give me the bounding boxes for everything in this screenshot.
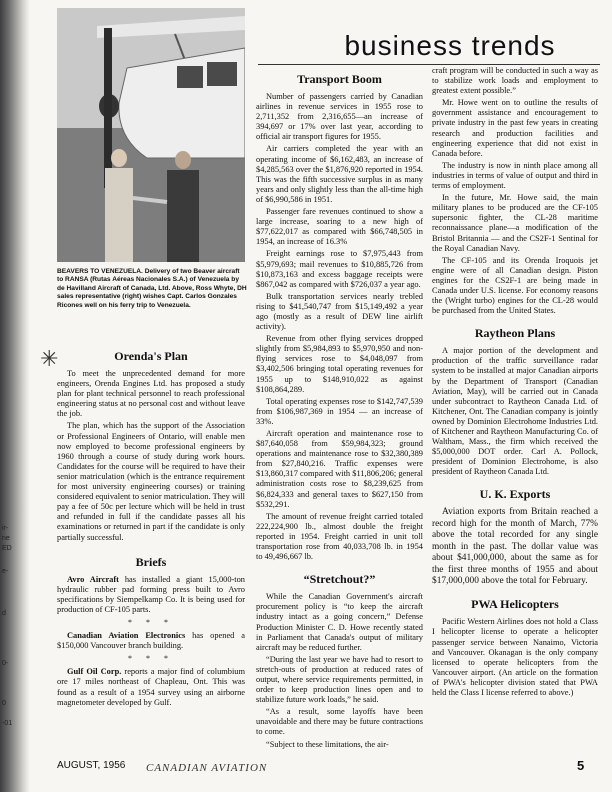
caption-text: Delivery of two Beaver aircraft to RANSA (Rutas Aéreas Nacionales S.A.) of Venezuela by de Havilland Aircraft of Canada, Ltd. Above, Ross Whyte, DH sales representative (right) wishes Capt. Carlos Gonzales Ricones well on his ferry trip to Venezuela. (57, 268, 247, 309)
paragraph: The CF-105 and its Orenda Iroquois jet engine were of all Canadian design. Piston engines for the CS2F-1 are being made in Canada under U.S. license. For economy reasons the (Wright turbo) engines for the CL-28 would be purchased from the United States. (432, 255, 598, 316)
beaver-aircraft-illustration (57, 8, 245, 262)
photo-caption (57, 268, 247, 310)
page-number: 5 (577, 758, 585, 773)
footer-date: AUGUST, 1956 (57, 760, 126, 771)
edge-mark: d (2, 610, 6, 617)
brief-lead: Gulf Oil Corp. (67, 667, 122, 677)
brief-item (57, 667, 245, 707)
briefs-heading: Briefs (135, 554, 167, 569)
handwritten-annotation: CANADIAN AVIATION (146, 762, 268, 774)
paragraph: “Subject to these limitations, the air- (266, 739, 389, 749)
pwa-heading: PWA Helicopters (471, 597, 559, 612)
brief-text: has installed a giant 15,000-ton hydraulic rubber pad forming press built to Avro specifications by Siempelkamp Co. It is being used for production of CF-105 parts. (57, 574, 245, 614)
paragraph: The plan, which has the support of the Association or Professional Engineers of Ontario, will enable men now employed to become professional engineers by 1960 through a course of study during work hours. Candidates for the course will be required to have their senior matriculation (which is the entrance requirement for most university engineering courses) or training considered equivalent to senior matriculation. They will pay a fee of 50c per lecture which will be held in trust and refunded in full if the candidate passes all his examinations or returned in part if the candidate is only partially successful. (57, 421, 245, 542)
aircraft-photo (57, 8, 245, 262)
paragraph: A major portion of the development and production of the traffic surveillance radar system to be installed at major Canadian airports by the Department of Transport (Canadian Aviation, May), will be carried out in Canada under subcontract to Raytheon Canada Ltd. of Kitchener, Ont. The Canadian company is jointly owned by Dominion Electrohome Industries Ltd. of Kitchener and Raytheon Manufacturing Co. of Waltham, Mass., the firm which received the $5,000,000 DOT order. Carl A. Pollock, president of Dominion Electrohome, is also president of Raytheon Canada Ltd. (432, 346, 598, 477)
paragraph: Aviation exports from Britain reached a record high for the month of March, 77% above the total recorded for any single month in the past. The dollar value was about $41,000,000, about the same as for the first three months of 1955 and about $17,000,000 above the total for February. (432, 507, 598, 586)
edge-mark: ne (2, 535, 10, 542)
brief-text: has opened a $150,000 Vancouver branch building. (57, 631, 245, 651)
paragraph: craft program will be conducted in such a way as to stabilize work loads and employment to greatest extent possible.” (432, 66, 598, 96)
page-binding (0, 0, 30, 792)
brief-lead: Avro Aircraft (67, 574, 119, 584)
paragraph: The amount of revenue freight carried totaled 222,224,900 lb., almost double the freight reported in 1954. Freight carried in unit toll transportation rose from 40,033,708 lb. in 1954 to 49,496,667 lb. (256, 511, 423, 562)
paragraph: Aircraft operation and maintenance rose to $87,640,058 from $59,984,323; ground operations and maintenance rose to $32,380,389 from $27,840,216. Traffic expenses were $13,860,317 compared with $11,806,206; general administration costs rose to $8,239,625 from $6,824,333 and general taxes to $627,150 from $532,291. (256, 429, 423, 509)
paragraph: Bulk transportation services nearly trebled rising to $41,540,747 from $15,149,492 a year ago (mostly as a result of DEW line airlift activity). (256, 291, 423, 332)
brief-item (57, 575, 245, 615)
paragraph: Passenger fare revenues continued to show a large increase, soaring to a new high of $77,622,017 as compared with $66,748,505 in 1954, an increase of 16.3% (256, 207, 423, 247)
brief-text: reports a major find of columbium ore 17 miles northeast of Chapleau, Ont. This was found as a result of a 1954 survey using an airborne magnetometer developed by Gulf. (57, 667, 245, 707)
stretchout-heading: “Stretchout?” (303, 572, 376, 587)
edge-mark: ED (2, 545, 12, 552)
edge-mark: ir- (2, 525, 9, 532)
paragraph: Revenue from other flying services dropped slightly from $5,984,893 to $5,970,950 and non-flying services rose to $4,048,097 from $3,402,506 bringing total operating revenues for 1955 up to $148,910,022 as against $108,864,289. (256, 334, 423, 394)
brief-lead: Canadian Aviation Electronics (67, 631, 186, 641)
paragraph: “As a result, some layoffs have been unavoidable and there may be future contractions to come. (256, 707, 423, 737)
raytheon-heading: Raytheon Plans (474, 326, 556, 341)
paragraph: To meet the unprecedented demand for more engineers, Orenda Engines Ltd. has proposed a study plan for plant technical personnel to reach professional engineering status at no personal cost and without leave the job. (57, 369, 245, 419)
column-left (57, 343, 245, 710)
paragraph: Freight earnings rose to $7,975,443 from $5,979,693; mail revenues to $10,885,726 from $10,873,163 and excess baggage receipts were $867,042 as compared with $726,037 a year ago. (256, 249, 423, 289)
transport-heading: Transport Boom (297, 72, 382, 86)
paragraph: Total operating expenses rose to $142,747,539 from $106,987,369 in 1954 — an increase of 33%. (256, 396, 423, 426)
paragraph: “During the last year we have had to resort to stretch-outs of production at reduced rates of output, where service requirements permitted, in order to keep production lines open and to stabilize future work loads,” he said. (256, 654, 423, 705)
star-mark-icon: ✳ (40, 346, 59, 371)
separator: * * * (128, 654, 174, 664)
separator: * * * (128, 617, 174, 627)
edge-mark: e- (2, 568, 9, 575)
edge-mark: 0 (2, 700, 6, 707)
caption-lead: BEAVERS TO VENEZUELA. (57, 268, 143, 275)
masthead-rule (258, 64, 600, 65)
paragraph: Air carriers completed the year with an operating income of $6,162,483, an increase of $4,285,563 over the $1,876,920 reported in 1954. This was the fifth successive surplus in as many years and only slightly less than the all-time high of $6,990,586 in 1951. (256, 144, 423, 204)
brief-item (57, 631, 245, 651)
column-middle (256, 66, 423, 752)
exports-heading: U. K. Exports (479, 487, 551, 502)
paragraph: The industry is now in ninth place among all industries in terms of value of output and third in terms of employment. (432, 160, 598, 191)
paragraph: Pacific Western Airlines does not hold a Class I helicopter license to operate a helicopter passenger service between Nanaimo, Victoria and Vancouver. Okanagan is the only company licensed to operate helicopters from the Vancouver airport. (An article on the formation of PWA's helicopter division stated that PWA held the Class I license referred to above.) (432, 617, 598, 697)
edge-mark: 0- (2, 660, 9, 667)
orenda-heading: Orenda's Plan (114, 349, 188, 363)
paragraph: Number of passengers carried by Canadian airlines in revenue services in 1955 rose to 2,711,352 from 2,316,655—an increase of 394,697 or 17% over last year, according to official air transport figures for 1955. (256, 92, 423, 142)
paragraph: Mr. Howe went on to outline the results of government assistance and encouragement to private industry in the past few years in creating research and production facilities and engineering experience that did not exist in Canada before. (432, 98, 598, 158)
paragraph: In the future, Mr. Howe said, the main military planes to be produced are the CF-105 supersonic fighter, the CL-28 maritime reconnaissance plane—a modification of the Bristol Britannia — and the CS2F-1 Sentinal for the Royal Canadian Navy. (432, 193, 598, 253)
edge-mark: -01 (2, 720, 13, 727)
section-masthead: business trends (344, 30, 556, 61)
column-right (432, 66, 598, 700)
paragraph: While the Canadian Government's aircraft procurement policy is “to keep the aircraft industry intact as a going concern,” Defense Production Minister C. D. Howe recently stated in Parliament that Canada's output of military aircraft may be reduced further. (256, 592, 423, 652)
